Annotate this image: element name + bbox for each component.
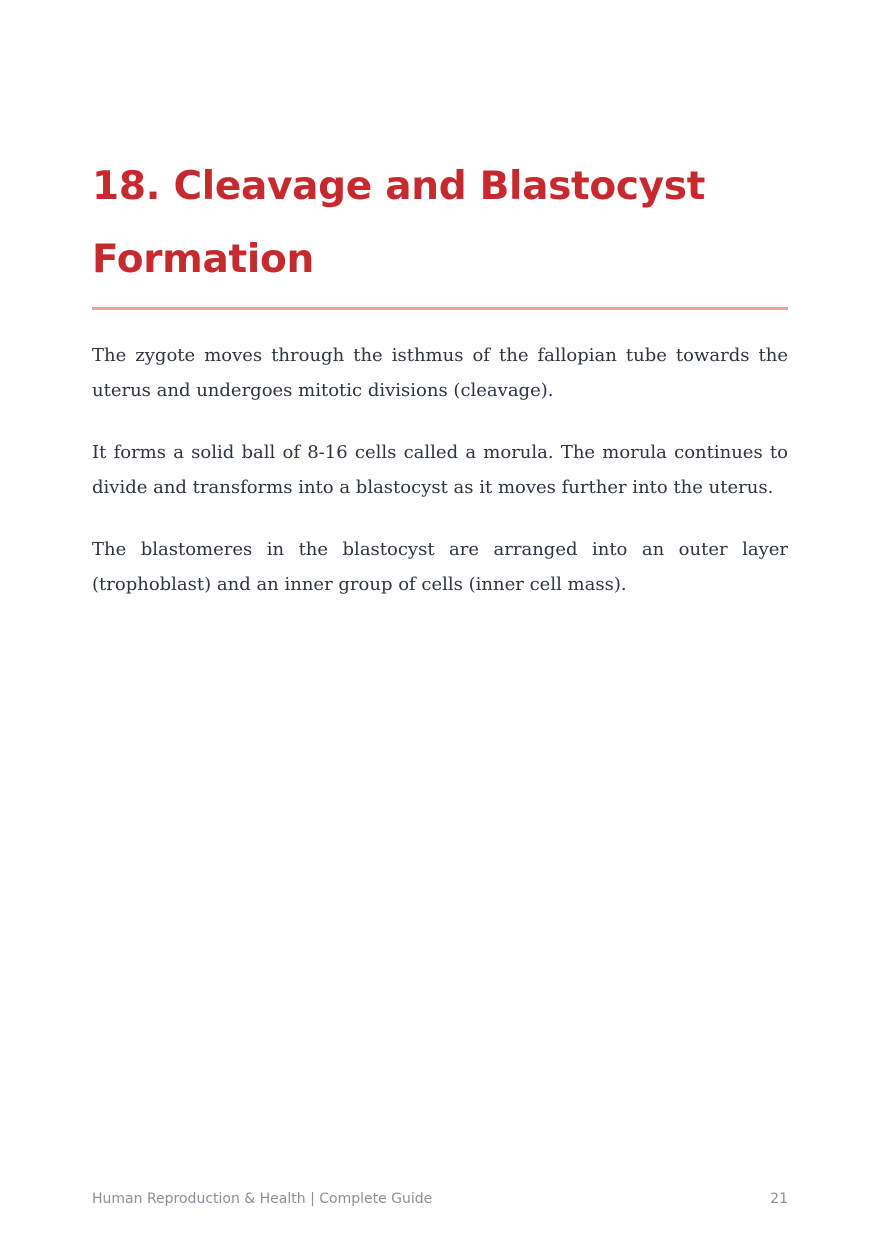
footer-page-number: 21 — [770, 1191, 788, 1207]
body-text — [92, 339, 788, 630]
paragraph-2: It forms a solid ball of 8-16 cells called a morula. The morula continues to divide and transforms into a blastocyst as it moves further into the uterus. — [92, 442, 788, 498]
footer-book-title: Human Reproduction & Health | Complete Guide — [92, 1191, 433, 1207]
paragraph-3: The blastomeres in the blastocyst are arranged into an outer layer (trophoblast) and an inner group of cells (inner cell mass). — [92, 539, 788, 595]
paragraph-1: The zygote moves through the isthmus of the fallopian tube towards the uterus and undergoes mitotic divisions (cleavage). — [92, 345, 788, 401]
title-divider — [92, 307, 788, 310]
section-title: 18. Cleavage and Blastocyst Formation — [92, 164, 706, 282]
